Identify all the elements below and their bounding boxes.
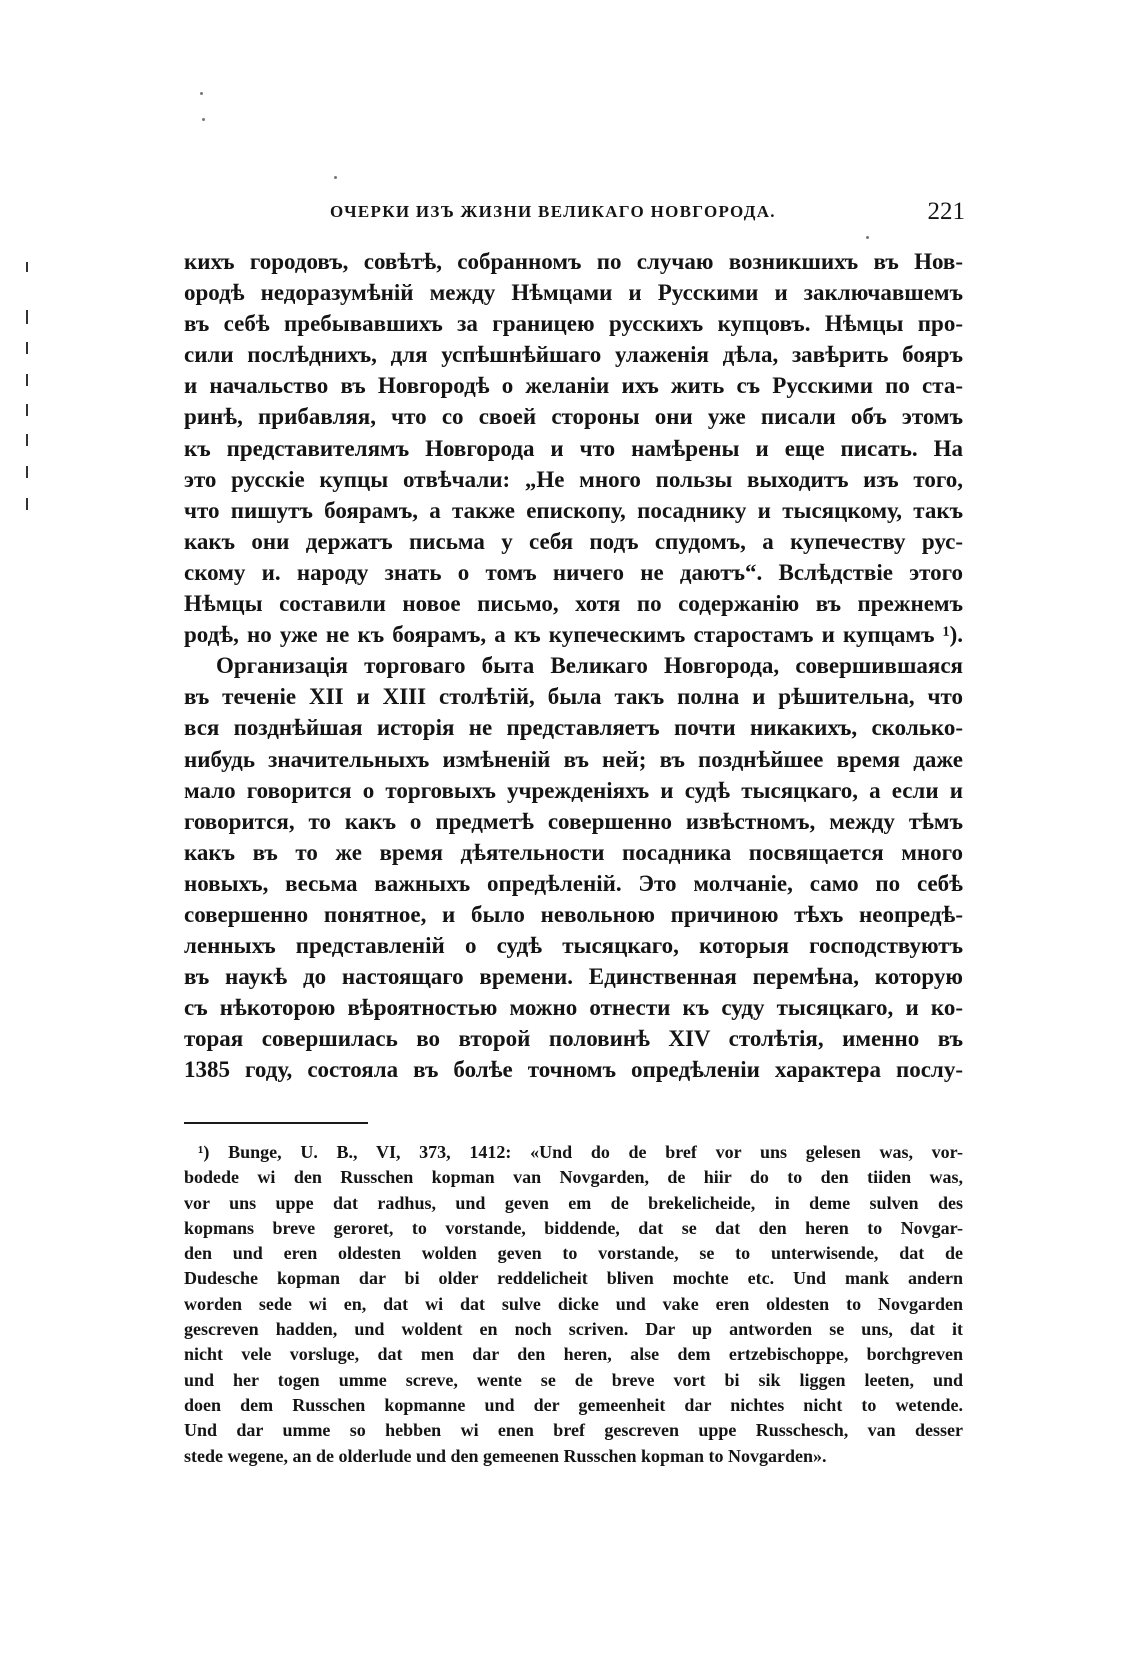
footnote-line: Dudesche kopman dar bi older reddelicheit bliven mochte etc. Und mank andern (184, 1268, 963, 1289)
body-text (184, 246, 963, 1086)
text-line: торая совершилась во второй половинѣ XIV столѣтія, именно въ (184, 1026, 963, 1052)
text-line: ринѣ, прибавляя, что со своей стороны они уже писали объ этомъ (184, 404, 963, 430)
footnote-line: kopmans breve geroret, to vorstande, biddende, dat se dat den heren to Novgar- (184, 1217, 963, 1238)
text-line: совершенно понятное, и было невольною причиною тѣхъ неопредѣ- (184, 901, 963, 927)
footnote-line: vor uns uppe dat radhus, und geven em de brekelicheide, in deme sulven des (184, 1192, 963, 1213)
text-line: какъ въ то же время дѣятельности посадника посвящается много (184, 839, 963, 865)
footnote-line: bodede wi den Russchen kopman van Novgarden, de hiir do to den tiiden was, (184, 1167, 963, 1188)
scan-speck (866, 236, 869, 239)
text-line: что пишутъ боярамъ, а также епископу, посаднику и тысяцкому, такъ (184, 497, 963, 523)
text-line: Нѣмцы составили новое письмо, хотя по содержанію въ прежнемъ (184, 591, 963, 617)
margin-mark (26, 404, 28, 416)
text-line: въ наукѣ до настоящаго времени. Единственная перемѣна, которую (184, 964, 963, 990)
margin-mark (26, 434, 28, 446)
scan-speck (334, 176, 337, 179)
text-line: родѣ, но уже не къ боярамъ, а къ купеческимъ старостамъ и купцамъ ¹). (184, 622, 963, 648)
text-line: въ теченіе XII и XIII столѣтій, была такъ полна и рѣшительна, что (184, 684, 963, 710)
footnotes (184, 1140, 963, 1469)
margin-mark (26, 342, 28, 354)
text-line: новыхъ, весьма важныхъ опредѣленій. Это молчаніе, само по себѣ (184, 870, 963, 896)
text-line: сили послѣднихъ, для успѣшнѣйшаго улаженія дѣла, завѣрить бояръ (184, 342, 963, 368)
text-line: ородѣ недоразумѣній между Нѣмцами и Русскими и заключавшемъ (184, 280, 963, 306)
text-line: нибудь значительныхъ измѣненій въ ней; въ позднѣйшее время даже (184, 746, 963, 772)
page-header (330, 198, 965, 234)
text-line: ленныхъ представленій о судѣ тысяцкаго, которыя господствуютъ (184, 933, 963, 959)
scan-speck (202, 118, 205, 121)
text-line: къ представителямъ Новгорода и что намѣрены и еще писать. На (184, 435, 963, 461)
footnote-line: worden sede wi en, dat wi dat sulve dicke und vake eren oldesten to Novgarden (184, 1293, 963, 1314)
footnote-line: den und eren oldesten wolden geven to vorstande, se to unterwisende, dat de (184, 1243, 963, 1264)
text-line: 1385 году, состояла въ болѣе точномъ опредѣленіи характера послу- (184, 1057, 963, 1083)
footnote-line: und her togen umme screve, wente se de breve vort bi sik liggen leeten, und (184, 1369, 963, 1390)
text-line: кихъ городовъ, совѣтѣ, собранномъ по случаю возникшихъ въ Нов- (184, 249, 963, 274)
page-number: 221 (927, 198, 965, 225)
text-line: и начальство въ Новгородѣ о желаніи ихъ жить съ Русскими по ста- (184, 373, 963, 399)
footnote-line: doen dem Russchen kopmanne und der gemeenheit dar nichtes nicht to wetende. (184, 1394, 963, 1415)
text-line: съ нѣкоторою вѣроятностью можно отнести къ суду тысяцкаго, и ко- (184, 995, 963, 1021)
text-line: какъ они держатъ письма у себя подъ спудомъ, а купечеству рус- (184, 528, 963, 554)
running-head: ОЧЕРКИ ИЗЪ ЖИЗНИ ВЕЛИКАГО НОВГОРОДА. (330, 202, 776, 221)
footnote-line: ¹) Bunge, U. B., VI, 373, 1412: «Und do de bref vor uns gelesen was, vor- (198, 1142, 963, 1162)
footnote-rule (184, 1122, 368, 1124)
footnote-line: Und dar umme so hebben wi enen bref gescreven uppe Russchesch, van desser (184, 1420, 963, 1441)
margin-mark (26, 498, 28, 510)
text-line: вся позднѣйшая исторія не представляетъ почти никакихъ, сколько- (184, 715, 963, 741)
margin-mark (26, 466, 28, 478)
text-line: мало говорится о торговыхъ учрежденіяхъ и судѣ тысяцкаго, а если и (184, 777, 963, 803)
margin-marks (24, 262, 36, 522)
text-line: скому и. народу знать о томъ ничего не даютъ“. Вслѣдствіе этого (184, 559, 963, 585)
footnote-line: stede wegene, an de olderlude und den gemeenen Russchen kopman to Novgarden». (184, 1445, 827, 1466)
text-line: это русскіе купцы отвѣчали: „Не много пользы выходитъ изъ того, (184, 466, 963, 492)
footnote-line: nicht vele vorsluge, dat men dar den heren, alse dem ertzebischoppe, borchgreven (184, 1344, 963, 1365)
footnote-line: gescreven hadden, und woldent en noch scriven. Dar up antworden se uns, dat it (184, 1319, 963, 1340)
margin-mark (26, 374, 28, 386)
margin-mark (26, 310, 28, 324)
margin-mark (26, 262, 28, 272)
text-line: въ себѣ пребывавшихъ за границею русскихъ купцовъ. Нѣмцы про- (184, 311, 963, 337)
paragraph-first-line: Организація торговаго быта Великаго Новгорода, совершившаяся (216, 653, 963, 679)
scan-speck (200, 92, 203, 95)
text-line: говорится, то какъ о предметѣ совершенно извѣстномъ, между тѣмъ (184, 808, 963, 834)
